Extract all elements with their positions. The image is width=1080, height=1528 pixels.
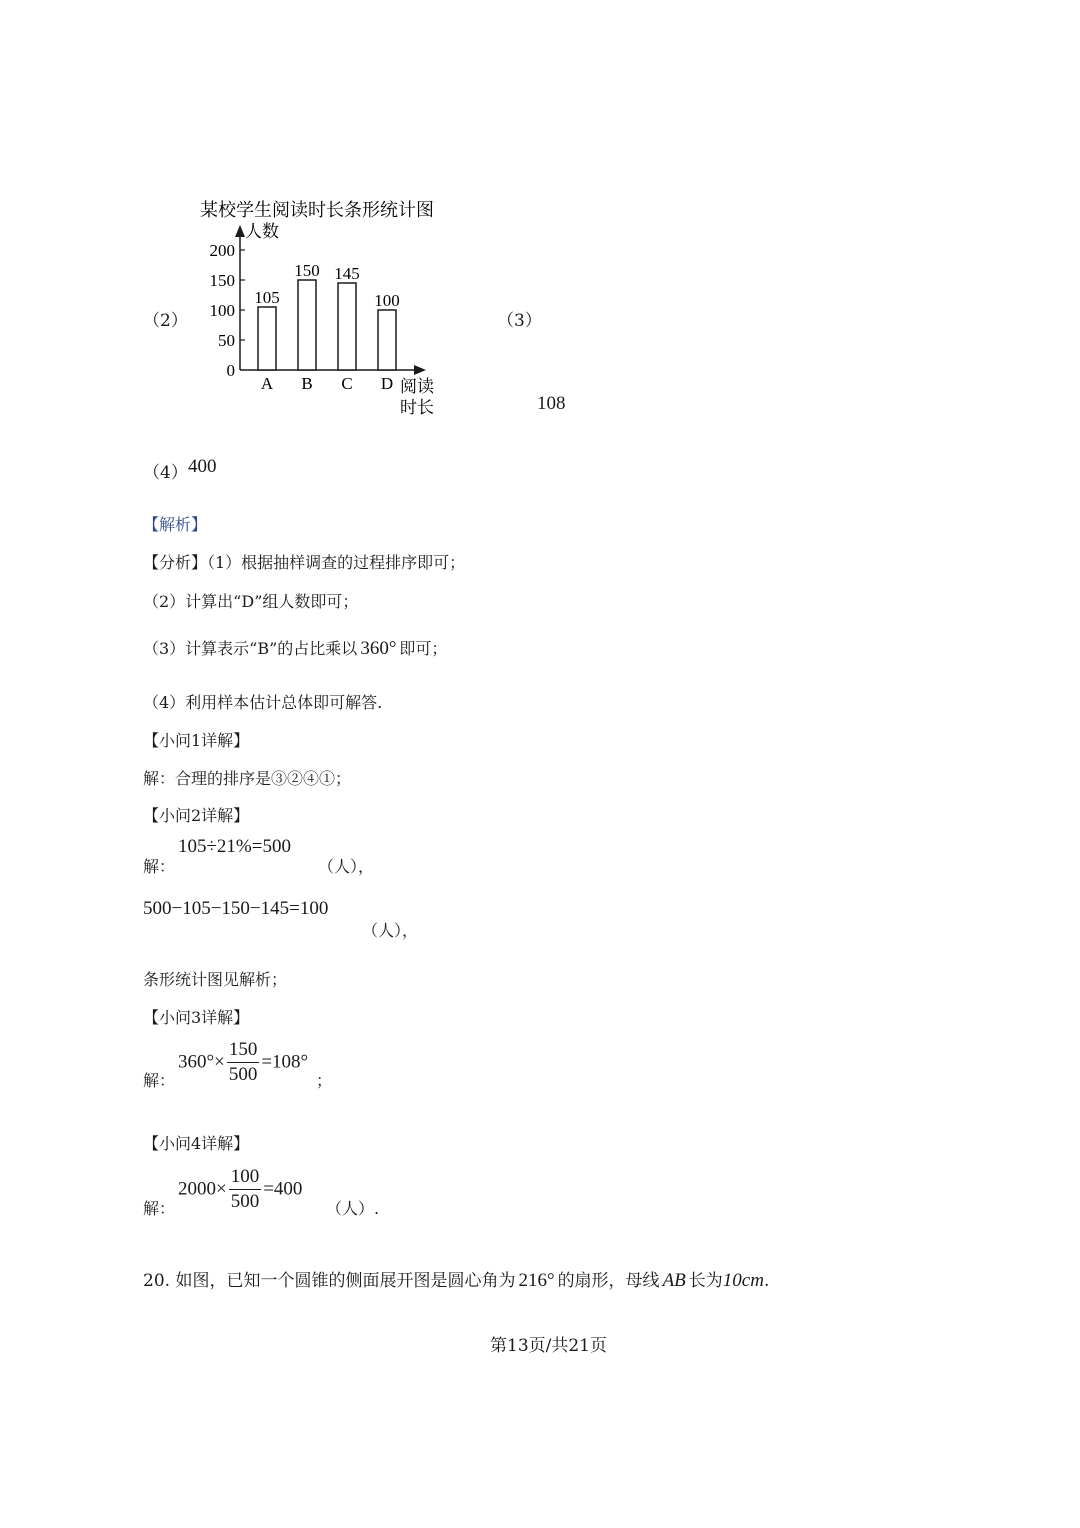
sub3-numerator: 150 (227, 1038, 260, 1063)
sub2-jie: 解： (143, 857, 176, 876)
bar-D (378, 310, 396, 370)
analysis-line-3-post: 即可； (399, 639, 448, 658)
bar-A (258, 307, 276, 370)
sub4-denominator: 500 (230, 1191, 260, 1212)
x-axis-label-line2: 时长 (400, 398, 434, 417)
sub4-eq-post: =400 (263, 1178, 303, 1200)
bar-C (338, 283, 356, 370)
q20-len: 10cm (722, 1270, 764, 1291)
sub2-equation-2: 500−105−150−145=100 (143, 898, 329, 919)
x-axis-label-line1: 阅读 (400, 377, 434, 396)
bar-value-label-B: 150 (294, 261, 320, 280)
bar-value-label-C: 145 (334, 264, 360, 283)
sub1-text: 解：合理的排序是③②④①； (143, 769, 352, 788)
x-tick-label-D: D (380, 374, 394, 393)
x-tick-label-B: B (301, 374, 313, 393)
sub3-eq-post: =108° (261, 1051, 309, 1073)
sub3-tail: ； (316, 1071, 333, 1090)
q20-mid: 的扇形，母线 (557, 1271, 660, 1291)
question-20 (143, 1266, 769, 1292)
sub3-jie: 解： (143, 1071, 176, 1090)
sub3-denominator: 500 (228, 1064, 258, 1085)
q20-len-pre: 长为 (688, 1271, 723, 1291)
y-tick-label: 150 (209, 271, 235, 290)
sub3-eq-pre: 360°× (178, 1051, 225, 1073)
analysis-line-3-angle: 360° (360, 638, 397, 659)
sub4-numerator: 100 (229, 1165, 262, 1190)
analysis-line-3 (143, 636, 447, 660)
answer-4-value: 400 (188, 456, 217, 477)
q20-ab: AB (662, 1270, 686, 1291)
analysis-header: 【解析】 (143, 515, 208, 534)
answer-4-label: （4） (143, 463, 188, 483)
sub3-header: 【小问3详解】 (143, 1008, 250, 1027)
analysis-line-4: （4）利用样本估计总体即可解答. (143, 693, 383, 712)
sub2-equation-2-unit: （人）， (362, 921, 419, 940)
bar-value-label-A: 105 (254, 288, 280, 307)
analysis-line-3-pre: （3）计算表示“B”的占比乘以 (143, 639, 358, 658)
bar-chart (190, 195, 470, 425)
sub3-equation (178, 1038, 308, 1087)
y-axis-label: 人数 (245, 222, 279, 241)
sub2-equation-1-unit: （人）， (318, 857, 375, 876)
page-footer: 第13页/共21页 (490, 1336, 607, 1356)
q20-end: . (763, 1271, 770, 1291)
chart-title: 某校学生阅读时长条形统计图 (200, 200, 434, 220)
y-tick-label: 100 (209, 301, 235, 320)
x-tick-label-C: C (341, 374, 353, 393)
answer-2-label: （2） (143, 311, 188, 331)
x-tick-label-A: A (260, 374, 274, 393)
sub2-note: 条形统计图见解析； (143, 970, 288, 989)
q20-pre: 20. 如图，已知一个圆锥的侧面展开图是圆心角为 (143, 1271, 516, 1291)
answer-3-label: （3） (497, 311, 542, 331)
bar-value-label-D: 100 (374, 291, 400, 310)
q20-angle: 216° (518, 1270, 555, 1291)
x-axis-arrow-icon (414, 365, 426, 375)
y-tick-label: 0 (226, 361, 235, 380)
bar-B (298, 280, 316, 370)
sub4-header: 【小问4详解】 (143, 1134, 250, 1153)
answer-3-value: 108 (537, 393, 566, 414)
sub2-header: 【小问2详解】 (143, 806, 250, 825)
sub4-equation (178, 1165, 302, 1214)
sub4-fraction (229, 1165, 262, 1214)
analysis-fenxi: 【分析】（1）根据抽样调查的过程排序即可； (143, 553, 466, 572)
y-axis-arrow-icon (235, 225, 245, 237)
y-tick-label: 50 (218, 331, 235, 350)
sub2-equation-1: 105÷21%=500 (178, 836, 291, 857)
sub4-jie: 解： (143, 1199, 176, 1218)
sub4-unit: （人）. (326, 1199, 380, 1218)
sub1-header: 【小问1详解】 (143, 731, 250, 750)
sub4-eq-pre: 2000× (178, 1178, 227, 1200)
y-tick-label: 200 (209, 241, 235, 260)
analysis-line-2: （2）计算出“D”组人数即可； (143, 592, 359, 611)
sub3-fraction (227, 1038, 260, 1087)
